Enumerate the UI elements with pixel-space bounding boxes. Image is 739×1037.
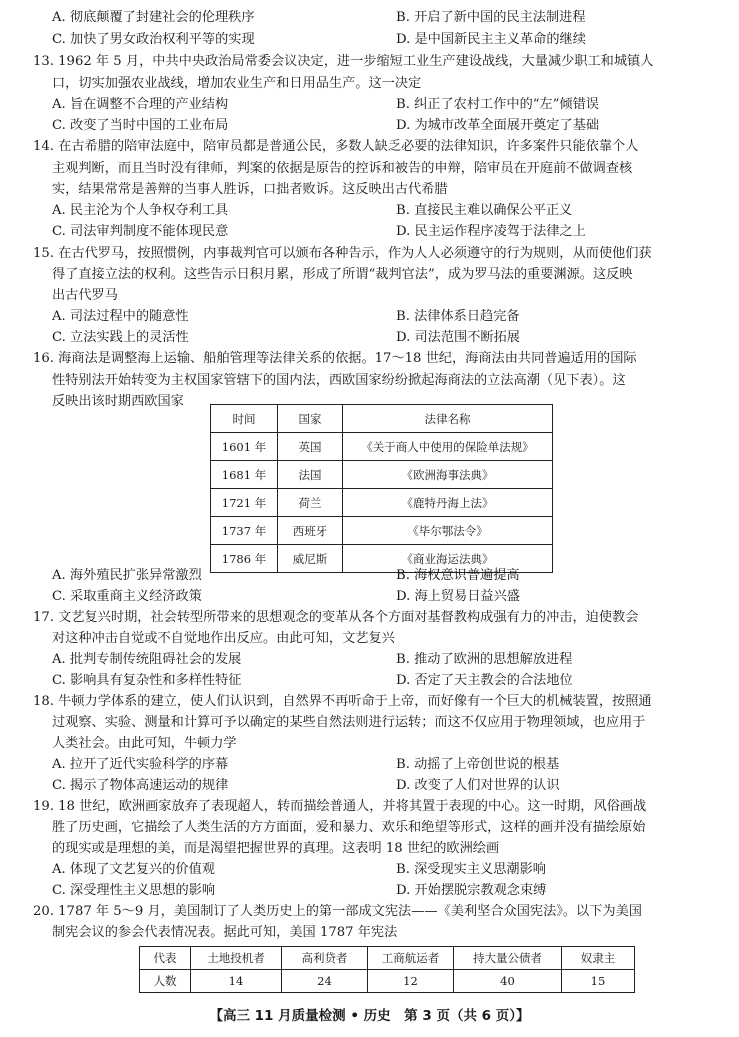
q16-stem-line: 反映出该时期西欧国家	[52, 394, 184, 409]
q14-stem-line: 主观判断，而且当时没有律师，判案的依据是原告的控诉和被告的申辩，陪审员在开庭前不做调查核	[52, 161, 633, 176]
table-header-row	[211, 405, 553, 433]
q19-option-c: C. 深受理性主义思想的影响	[52, 883, 216, 898]
table-cell: 威尼斯	[278, 545, 343, 573]
table-cell: 24	[282, 970, 368, 993]
q14-option-d: D. 民主运作程序凌驾于法律之上	[396, 224, 586, 239]
table-header-cell: 时间	[211, 405, 278, 433]
q18-option-a: A. 拉开了近代实验科学的序幕	[52, 757, 229, 772]
q16-stem-line: 16. 海商法是调整海上运输、船舶管理等法律关系的依据。17～18 世纪，海商法由共同普遍适用的国际	[33, 351, 637, 366]
q18-stem-line: 18. 牛顿力学体系的建立，使人们认识到，自然界不再听命于上帝，而好像有一个巨大的机械装置，按照通	[33, 694, 652, 709]
q17-stem-line: 17. 文艺复兴时期，社会转型所带来的思想观念的变革从各个方面对基督教构成强有力的冲击，迫使教会	[33, 610, 639, 625]
table-cell: 15	[562, 970, 635, 993]
q12-option-b: B. 开启了新中国的民主法制进程	[396, 10, 586, 25]
q14-option-b: B. 直接民主难以确保公平正义	[396, 203, 573, 218]
q14-stem-line: 14. 在古希腊的陪审法庭中，陪审员都是普通公民，多数人缺乏必要的法律知识，许多案件只能依靠个人	[33, 139, 639, 154]
q13-option-a: A. 旨在调整不合理的产业结构	[52, 97, 229, 112]
q19-stem-line: 的现实或是理想的美，而是渴望把握世界的真理。这表明 18 世纪的欧洲绘画	[52, 841, 500, 856]
q18-stem-line: 过观察、实验、测量和计算可予以确定的某些自然法则进行运转；而这不仅应用于物理领域，也应用于	[52, 715, 646, 730]
table-cell: 1721 年	[211, 489, 278, 517]
table-row	[211, 489, 553, 517]
table-header-cell: 代表	[140, 947, 191, 970]
q16-option-c: C. 采取重商主义经济政策	[52, 589, 202, 604]
q19-stem-line: 19. 18 世纪，欧洲画家放弃了表现超人，转而描绘普通人，并将其置于表现的中心。这一时期，风俗画战	[33, 799, 647, 814]
table-cell: 《鹿特丹海上法》	[343, 489, 553, 517]
q15-option-a: A. 司法过程中的随意性	[52, 309, 189, 324]
table-cell: 40	[454, 970, 562, 993]
q15-option-d: D. 司法范围不断拓展	[396, 330, 520, 345]
table-header-cell: 国家	[278, 405, 343, 433]
q13-stem-line: 13. 1962 年 5 月，中共中央政治局常委会议决定，进一步缩短工业生产建设战线，大量减少职工和城镇人	[33, 54, 654, 69]
q15-option-b: B. 法律体系日趋完备	[396, 309, 520, 324]
q14-stem-line: 实，结果常常是善辩的当事人胜诉，口拙者败诉。这反映出古代希腊	[52, 182, 448, 197]
q13-option-b: B. 纠正了农村工作中的“左”倾错误	[396, 97, 599, 112]
table-cell: 西班牙	[278, 517, 343, 545]
q17-option-c: C. 影响具有复杂性和多样性特征	[52, 673, 242, 688]
q16-stem-line: 性特别法开始转变为主权国家管辖下的国内法，西欧国家纷纷掀起海商法的立法高潮（见下表）。这	[52, 373, 626, 388]
q15-option-c: C. 立法实践上的灵活性	[52, 330, 189, 345]
q17-option-b: B. 推动了欧洲的思想解放进程	[396, 652, 573, 667]
q17-option-d: D. 否定了天主教会的合法地位	[396, 673, 573, 688]
table-cell: 1681 年	[211, 461, 278, 489]
q14-option-a: A. 民主沦为个人争权夺利工具	[52, 203, 229, 218]
table-header-cell: 法律名称	[343, 405, 553, 433]
q14-option-c: C. 司法审判制度不能体现民意	[52, 224, 229, 239]
table-header-cell: 土地投机者	[191, 947, 282, 970]
table-cell: 12	[368, 970, 454, 993]
table-header-cell: 高利贷者	[282, 947, 368, 970]
q17-stem-line: 对这种冲击自觉或不自觉地作出反应。由此可知，文艺复兴	[52, 631, 395, 646]
table-header-cell: 奴隶主	[562, 947, 635, 970]
q18-option-b: B. 动摇了上帝创世说的根基	[396, 757, 560, 772]
q18-option-c: C. 揭示了物体高速运动的规律	[52, 778, 229, 793]
q19-option-a: A. 体现了文艺复兴的价值观	[52, 862, 215, 877]
table-cell: 法国	[278, 461, 343, 489]
q18-stem-line: 人类社会。由此可知，牛顿力学	[52, 736, 237, 751]
table-row	[211, 433, 553, 461]
q15-stem-line: 出古代罗马	[52, 288, 118, 303]
q16-option-d: D. 海上贸易日益兴盛	[396, 589, 520, 604]
table-cell: 14	[191, 970, 282, 993]
table-cell: 英国	[278, 433, 343, 461]
q19-option-d: D. 开始摆脱宗教观念束缚	[396, 883, 547, 898]
table-cell: 荷兰	[278, 489, 343, 517]
q15-stem-line: 得了直接立法的权利。这些告示日积月累，形成了所谓“裁判官法”，成为罗马法的重要渊源。这反映	[52, 267, 633, 282]
table-cell: 《商业海运法典》	[343, 545, 553, 573]
table-header-cell: 工商航运者	[368, 947, 454, 970]
table-cell: 1786 年	[211, 545, 278, 573]
q12-option-c: C. 加快了男女政治权利平等的实现	[52, 32, 255, 47]
maritime-law-table	[210, 404, 553, 573]
q15-stem-line: 15. 在古代罗马，按照惯例，内事裁判官可以颁布各种告示，作为人人必须遵守的行为规则，从而使他们获	[33, 246, 652, 261]
q20-stem-line: 20. 1787 年 5～9 月，美国制订了人类历史上的第一部成文宪法——《美利坚合众国宪法》。以下为美国	[33, 904, 642, 919]
q19-stem-line: 胜了历史画，它描绘了人类生活的方方面面，爱和暴力、欢乐和绝望等形式，这样的画并没有描绘原始	[52, 820, 646, 835]
delegates-table	[139, 946, 635, 993]
table-cell: 《毕尔鄂法令》	[343, 517, 553, 545]
q20-stem-line: 制宪会议的参会代表情况表。据此可知，美国 1787 年宪法	[52, 925, 398, 940]
table-header-row	[140, 947, 635, 970]
q13-option-c: C. 改变了当时中国的工业布局	[52, 118, 229, 133]
table-cell: 人数	[140, 970, 191, 993]
q17-option-a: A. 批判专制传统阻碍社会的发展	[52, 652, 242, 667]
q12-option-a: A. 彻底颠覆了封建社会的伦理秩序	[52, 10, 255, 25]
q13-stem-line: 口，切实加强农业战线，增加农业生产和日用品生产。这一决定	[52, 76, 422, 91]
table-cell: 1601 年	[211, 433, 278, 461]
page-footer: 【高三 11 月质量检测 • 历史 第 3 页（共 6 页）】	[209, 1008, 530, 1024]
table-cell: 《欧洲海事法典》	[343, 461, 553, 489]
table-cell: 1737 年	[211, 517, 278, 545]
table-cell: 《关于商人中使用的保险单法规》	[343, 433, 553, 461]
q12-option-d: D. 是中国新民主主义革命的继续	[396, 32, 586, 47]
table-header-cell: 持大量公债者	[454, 947, 562, 970]
q13-option-d: D. 为城市改革全面展开奠定了基础	[396, 118, 600, 133]
q19-option-b: B. 深受现实主义思潮影响	[396, 862, 546, 877]
q16-option-a: A. 海外殖民扩张异常激烈	[52, 568, 202, 583]
table-row	[140, 970, 635, 993]
q16-option-b: B. 海权意识普遍提高	[396, 568, 520, 583]
table-row	[211, 461, 553, 489]
table-row	[211, 517, 553, 545]
q18-option-d: D. 改变了人们对世界的认识	[396, 778, 560, 793]
